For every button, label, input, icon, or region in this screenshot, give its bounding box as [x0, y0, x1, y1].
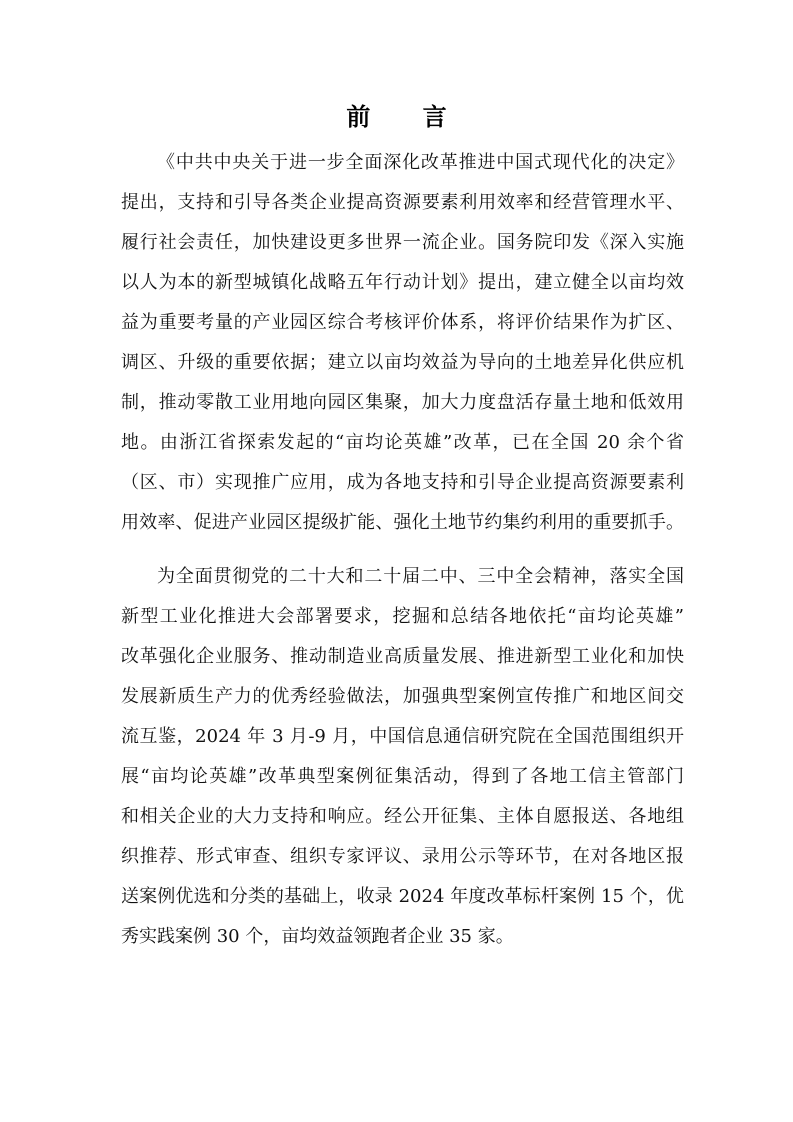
paragraph-1-line-5: 益为重要考量的产业园区综合考核评价体系，将评价结果作为扩区、: [121, 312, 684, 333]
paragraph-1-line-1: 《中共中央关于进一步全面深化改革推进中国式现代化的决定》: [157, 152, 684, 173]
paragraph-1-line-9: （区、市）实现推广应用，成为各地支持和引导企业提高资源要素利: [121, 472, 684, 493]
paragraph-2-line-4: 发展新质生产力的优秀经验做法，加强典型案例宣传推广和地区间交: [121, 686, 684, 707]
paragraph-1-line-4: 以人为本的新型城镇化战略五年行动计划》提出，建立健全以亩均效: [121, 272, 684, 293]
paragraph-2-line-8: 织推荐、形式审查、组织专家评议、录用公示等环节，在对各地区报: [121, 846, 684, 867]
paragraph-2-line-9: 送案例优选和分类的基础上，收录 2024 年度改革标杆案例 15 个，优: [121, 886, 684, 907]
paragraph-1-line-8: 地。由浙江省探索发起的“亩均论英雄”改革，已在全国 20 余个省: [121, 432, 684, 453]
paragraph-1-line-7: 制，推动零散工业用地向园区集聚，加大力度盘活存量土地和低效用: [121, 392, 684, 413]
paragraph-2-line-6: 展“亩均论英雄”改革典型案例征集活动，得到了各地工信主管部门: [121, 766, 684, 787]
paragraph-1-line-2: 提出，支持和引导各类企业提高资源要素利用效率和经营管理水平、: [121, 192, 684, 213]
paragraph-2-line-5: 流互鉴，2024 年 3 月-9 月，中国信息通信研究院在全国范围组织开: [121, 726, 684, 747]
paragraph-1-line-10: 用效率、促进产业园区提级扩能、强化土地节约集约利用的重要抓手。: [121, 512, 684, 533]
paragraph-2-line-7: 和相关企业的大力支持和响应。经公开征集、主体自愿报送、各地组: [121, 806, 684, 827]
paragraph-2-line-3: 改革强化企业服务、推动制造业高质量发展、推进新型工业化和加快: [121, 646, 684, 667]
paragraph-2-line-10: 秀实践案例 30 个，亩均效益领跑者企业 35 家。: [121, 926, 514, 947]
paragraph-1-line-3: 履行社会责任，加快建设更多世界一流企业。国务院印发《深入实施: [121, 232, 684, 253]
page-title: 前 言: [346, 103, 469, 131]
paragraph-2-line-1: 为全面贯彻党的二十大和二十届二中、三中全会精神，落实全国: [157, 566, 684, 587]
paragraph-1-line-6: 调区、升级的重要依据；建立以亩均效益为导向的土地差异化供应机: [121, 352, 684, 373]
paragraph-2-line-2: 新型工业化推进大会部署要求，挖掘和总结各地依托“亩均论英雄”: [121, 606, 684, 627]
